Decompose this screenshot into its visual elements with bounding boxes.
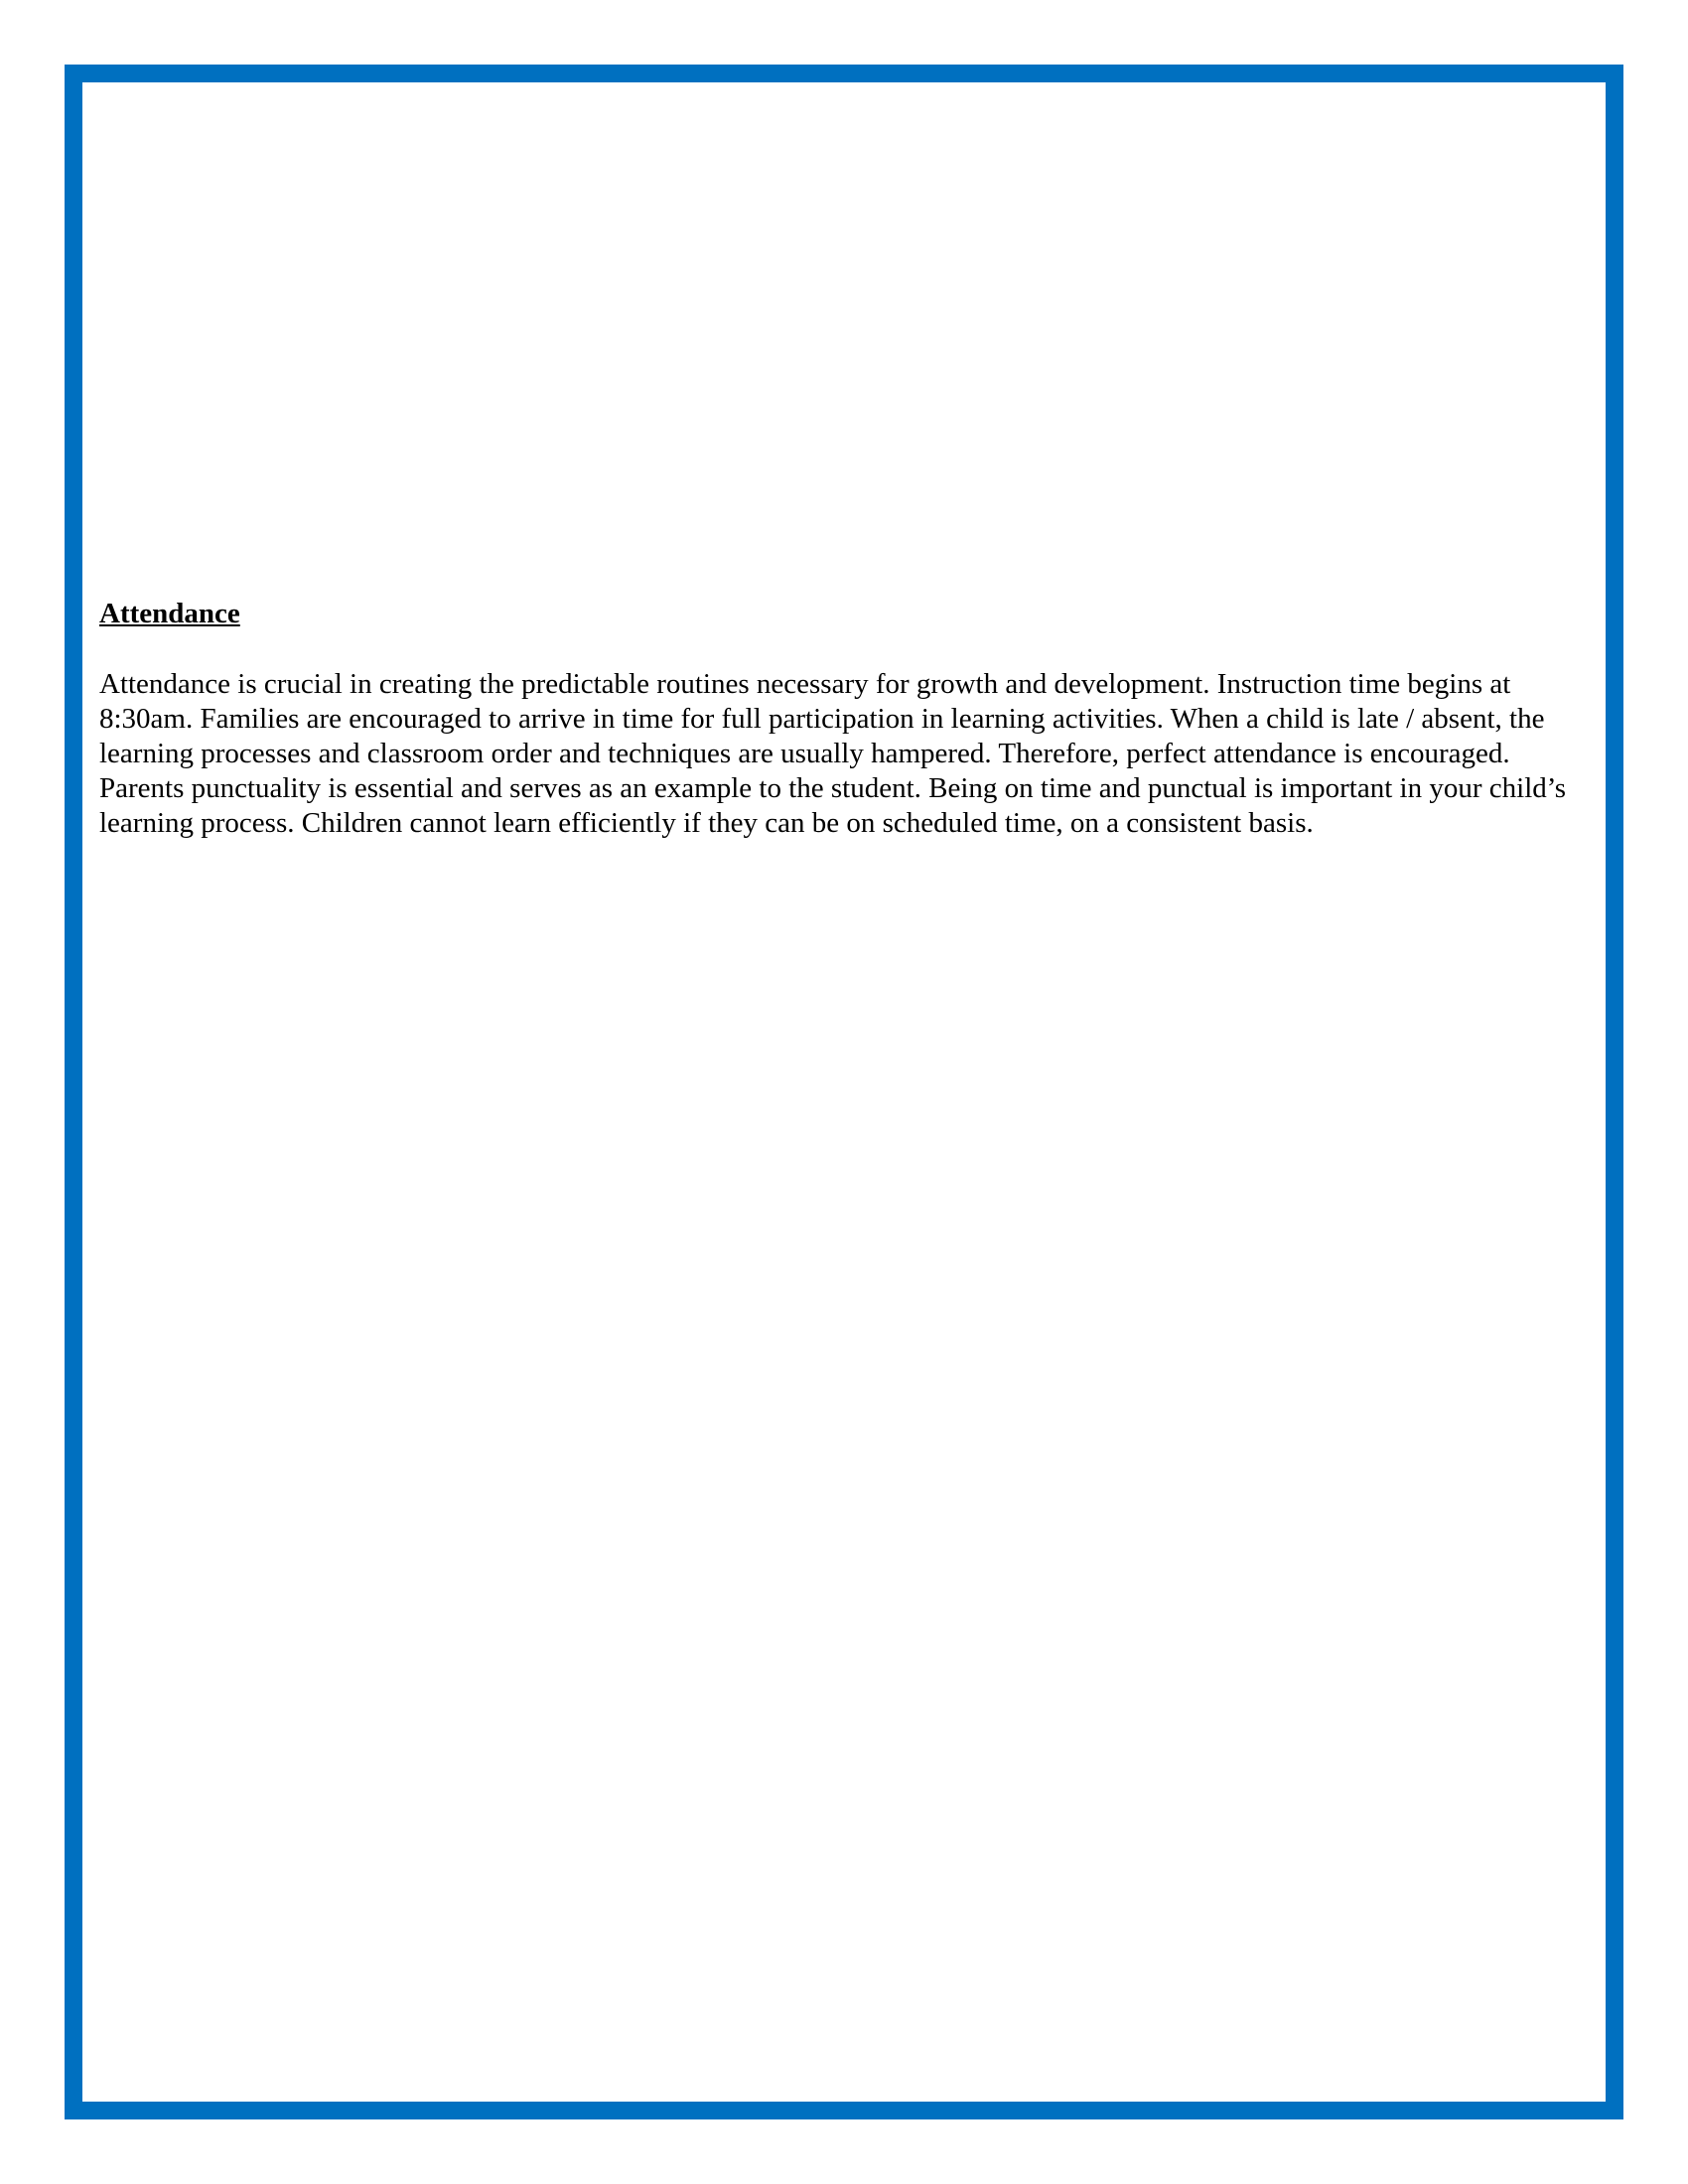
section-heading: Attendance — [99, 598, 240, 629]
document-content — [99, 596, 1594, 841]
page-border — [65, 65, 1623, 2119]
section-paragraph: Attendance is crucial in creating the predictable routines necessary for growth and development. Instruction time begins at 8:30am. Families are encouraged to arrive in time for full participation in learning activities. When a child is late / absent, the learning processes and classroom order and techniques are usually hampered. Therefore, perfect attendance is encouraged. Parents punctuality is essential and serves as an example to the student. Being on time and punctual is important in your child’s learning process. Children cannot learn efficiently if they can be on scheduled time, on a consistent basis. — [99, 668, 1567, 839]
